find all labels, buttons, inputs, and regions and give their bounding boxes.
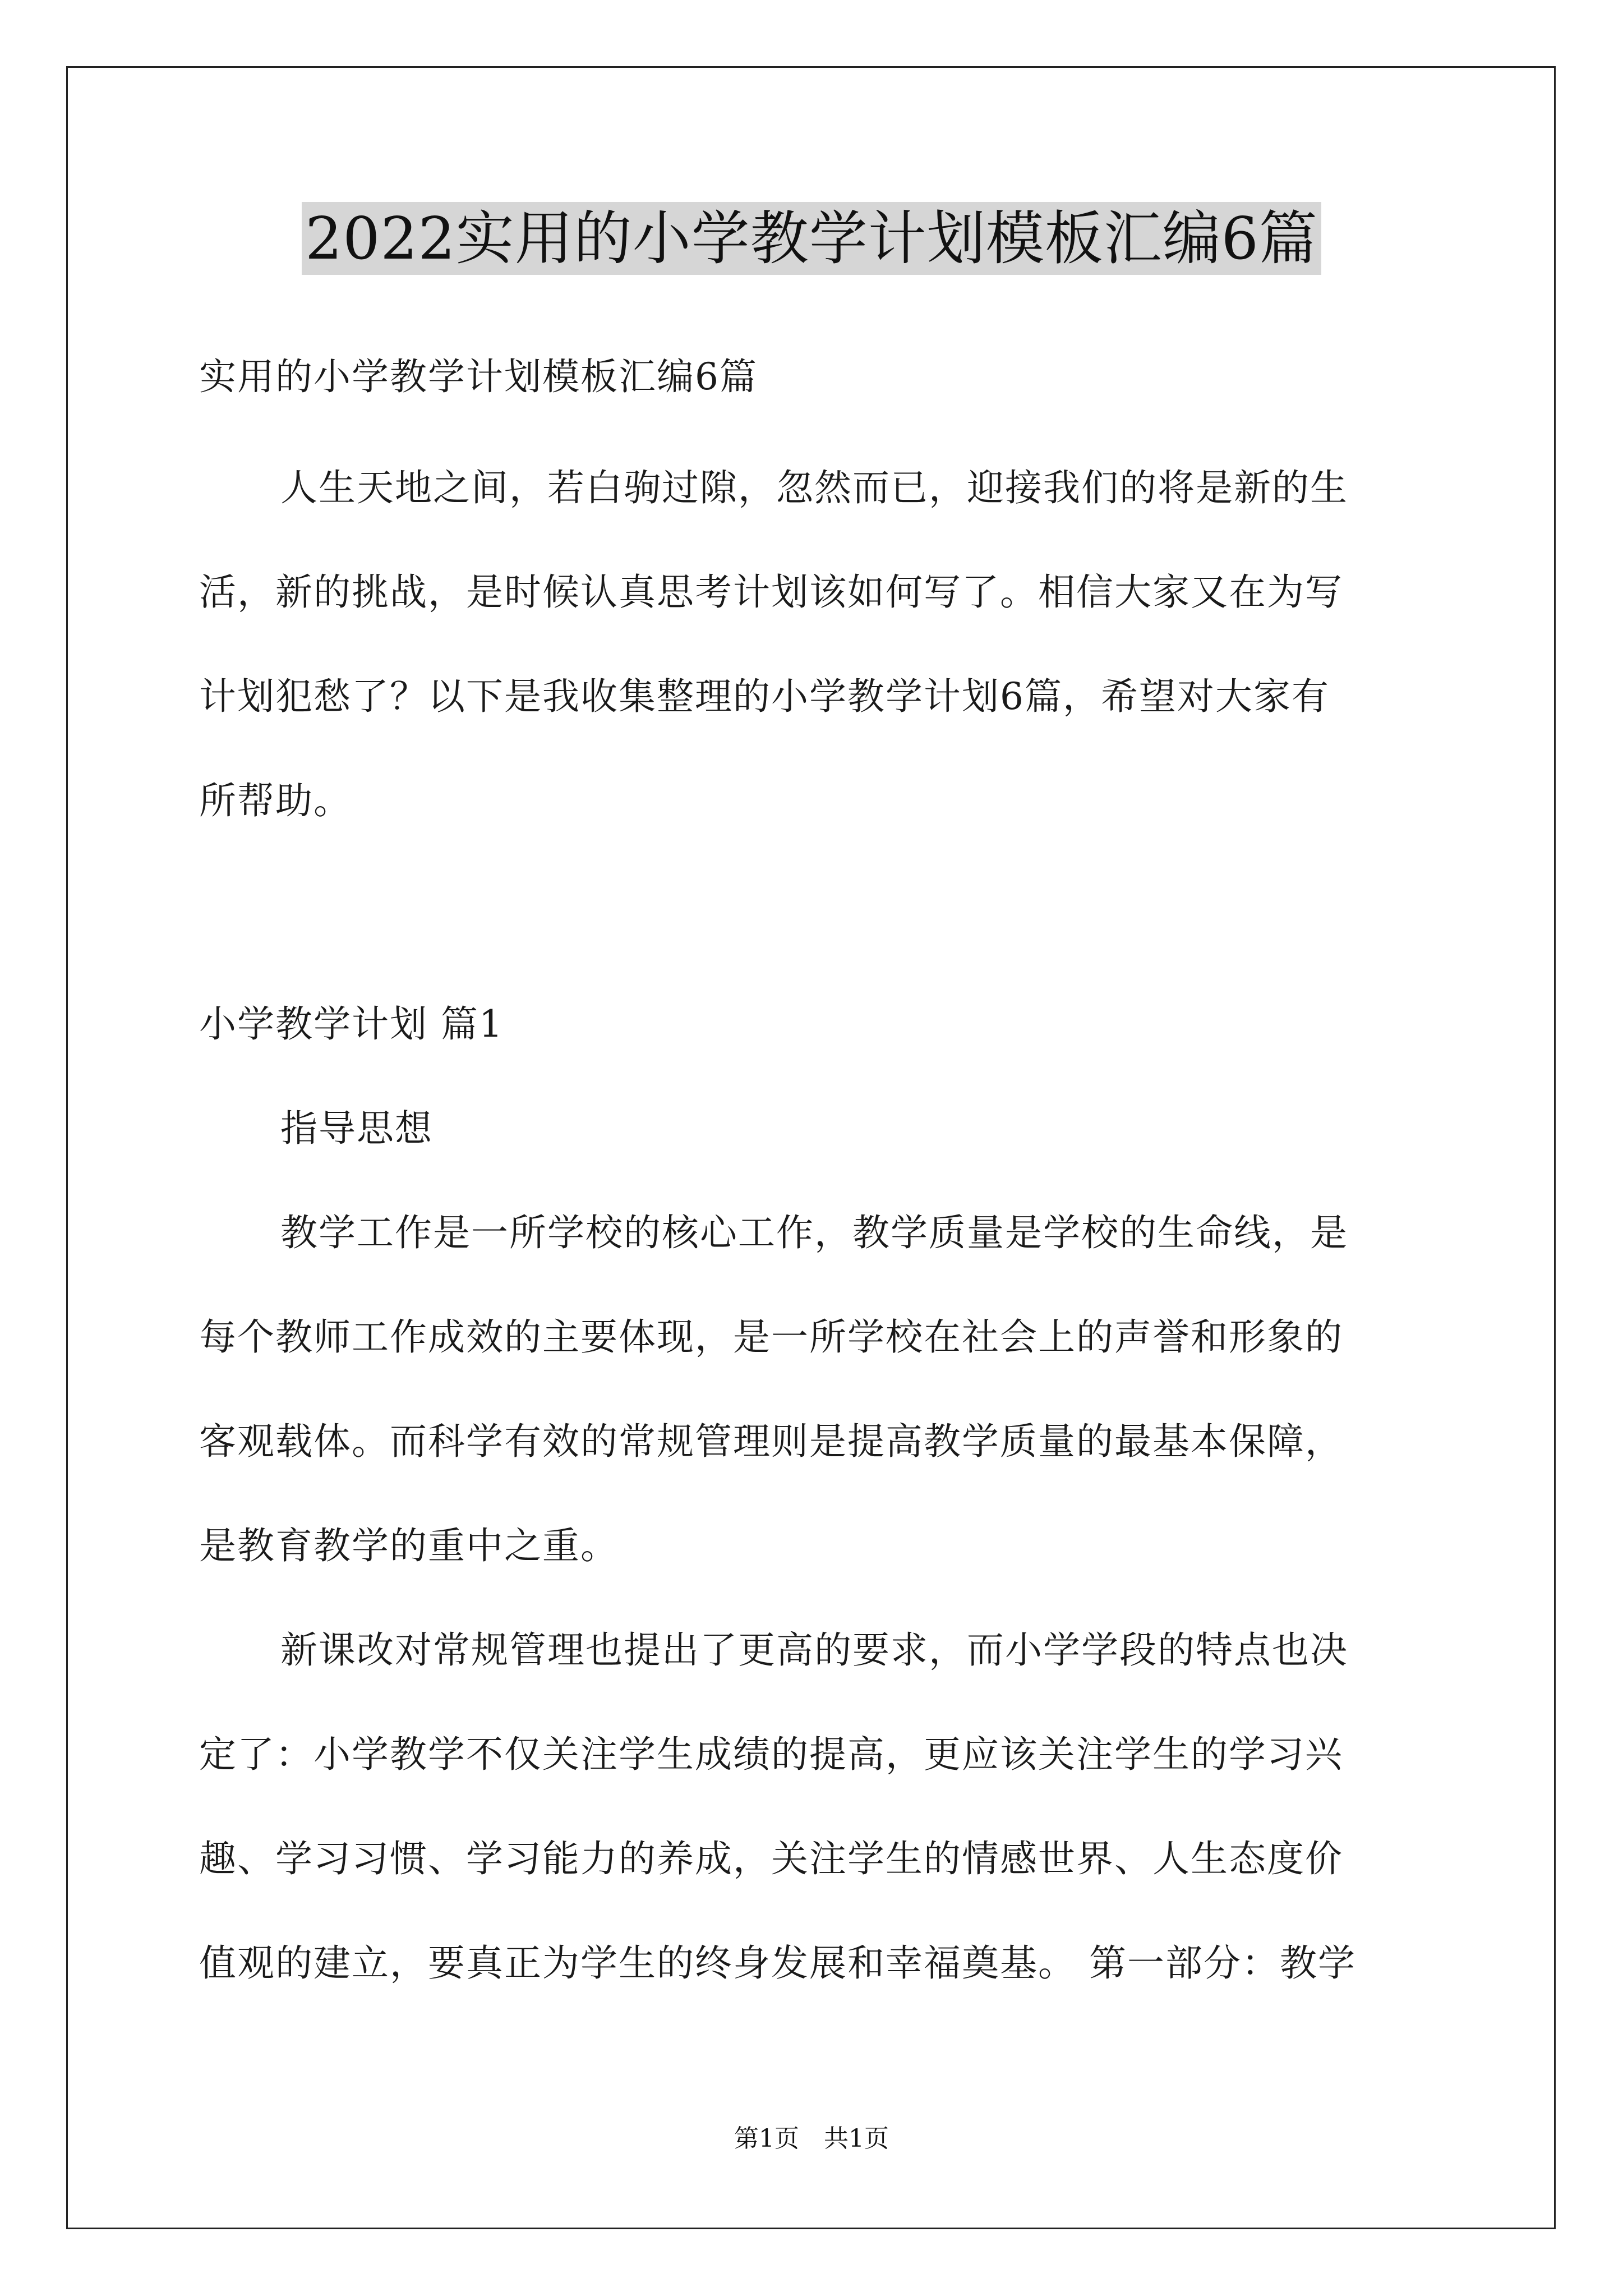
page-footer: 第1页 共1页	[734, 2124, 889, 2153]
paragraph-line: 计划犯愁了？以下是我收集整理的小学教学计划6篇，希望对大家有	[199, 675, 1330, 718]
document-subtitle: 实用的小学教学计划模板汇编6篇	[199, 355, 758, 398]
title-container	[0, 202, 1623, 275]
document-title: 2022实用的小学教学计划模板汇编6篇	[302, 202, 1321, 275]
paragraph-line: 教学工作是一所学校的核心工作，教学质量是学校的生命线，是	[280, 1211, 1348, 1254]
paragraph-line: 是教育教学的重中之重。	[199, 1524, 619, 1567]
paragraph-line: 趣、学习习惯、学习能力的养成，关注学生的情感世界、人生态度价	[199, 1837, 1343, 1880]
paragraph-line: 人生天地之间，若白驹过隙，忽然而已，迎接我们的将是新的生	[280, 466, 1348, 509]
paragraph-line: 所帮助。	[199, 779, 352, 822]
paragraph-line: 客观载体。而科学有效的常规管理则是提高教学质量的最基本保障，	[199, 1420, 1343, 1463]
paragraph-line: 活，新的挑战，是时候认真思考计划该如何写了。相信大家又在为写	[199, 570, 1343, 614]
paragraph-line: 每个教师工作成效的主要体现，是一所学校在社会上的声誉和形象的	[199, 1315, 1343, 1359]
paragraph-line: 值观的建立，要真正为学生的终身发展和幸福奠基。 第一部分：教学	[199, 1941, 1356, 1985]
paragraph-line: 新课改对常规管理也提出了更高的要求，而小学学段的特点也决	[280, 1628, 1348, 1672]
paragraph-line: 定了：小学教学不仅关注学生成绩的提高，更应该关注学生的学习兴	[199, 1733, 1343, 1776]
subsection-heading: 指导思想	[280, 1107, 433, 1150]
section-heading: 小学教学计划 篇1	[199, 1002, 504, 1046]
